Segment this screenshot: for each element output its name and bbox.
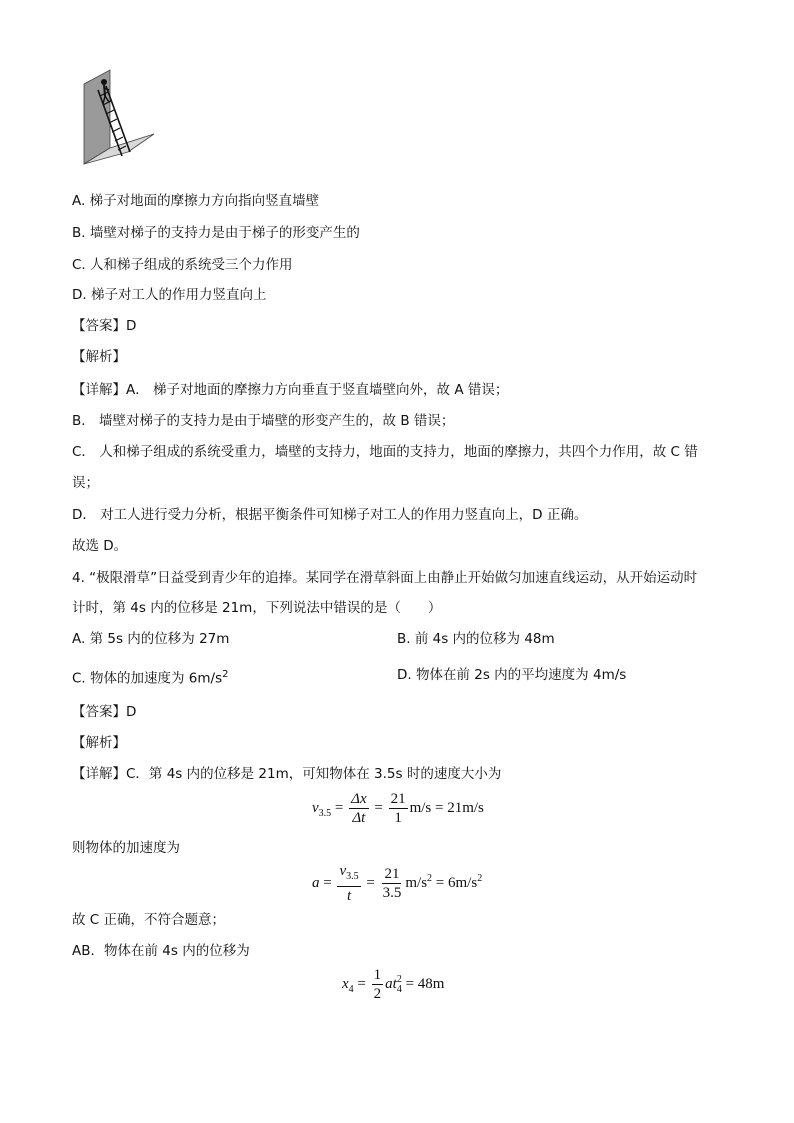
q3-detail-line: C． 人和梯子组成的系统受重力，墙壁的支持力，地面的支持力，地面的摩擦力，共四个力作用，故 C 错 [72, 444, 698, 460]
q4-option-c [72, 666, 229, 688]
eq2-rhs: = 6m/s [432, 874, 478, 891]
equation-velocity: $v_{3.5}$ = $\frac{\Delta x}{\Delta t}$ = $\frac{21}{1}$ m/s = 21m/s [312, 791, 484, 826]
q4-ab-intro: AB．物体在前 4s 内的位移为 [72, 943, 250, 959]
q4-option-a: A. 第 5s 内的位移为 27m [72, 631, 230, 647]
q3-option-c: C. 人和梯子组成的系统受三个力作用 [72, 257, 293, 273]
eq3-t-sub: 4 [396, 983, 402, 995]
eq3-t-sup: 2 [396, 973, 402, 985]
q4-detail-c: 【详解】C．第 4s 内的位移是 21m，可知物体在 3.5s 时的速度大小为 [72, 766, 502, 782]
q4-stem-line2: 计时，第 4s 内的位移是 21m，下列说法中错误的是（ ） [72, 600, 442, 616]
eq1-rhs: m/s = 21m/s [409, 799, 484, 816]
q3-analysis-title: 【解析】 [72, 349, 126, 365]
eq1-frac1 [349, 790, 368, 827]
eq2-frac1-den: t [346, 888, 352, 904]
eq2-frac2 [381, 865, 404, 902]
eq1-frac2-den: 1 [394, 810, 402, 826]
ladder-wall-figure [78, 68, 158, 168]
eq2-frac1-num-v: v [339, 863, 347, 879]
q3-detail-line: D． 对工人进行受力分析，根据平衡条件可知梯子对工人的作用力竖直向上，D 正确。 [72, 507, 588, 523]
q4-option-d: D. 物体在前 2s 内的平均速度为 4m/s [397, 667, 627, 683]
q4-accel-intro: 则物体的加速度为 [72, 840, 180, 856]
q3-detail-line: 故选 D。 [72, 538, 128, 554]
q4-option-c-text: C. 物体的加速度为 6m/s [72, 670, 223, 687]
equation-acceleration: a = $\frac{v_{3.5}}{t}$ = $\frac{21}{3.5}$ $m/s^2 = 6m/s^2$ [312, 863, 483, 904]
q4-conclusion-c: 故 C 正确，不符合题意； [72, 912, 226, 928]
q4-analysis-title: 【解析】 [72, 735, 126, 751]
q4-answer: 【答案】D [72, 704, 137, 720]
eq2-lhs: a [312, 874, 320, 891]
eq1-lhs-sub: 3.5 [318, 807, 332, 819]
eq2-frac1 [337, 862, 360, 905]
eq1-lhs: v [312, 799, 319, 816]
q3-detail-line: 误； [72, 475, 99, 491]
eq3-rhs: = 48m [401, 975, 445, 992]
q3-option-d: D. 梯子对工人的作用力竖直向上 [72, 287, 267, 303]
eq3-lhs: x [342, 975, 349, 992]
q4-option-b: B. 前 4s 内的位移为 48m [397, 631, 555, 647]
q3-detail-line: 【详解】A． 梯子对地面的摩擦力方向垂直于竖直墙壁向外，故 A 错误； [72, 382, 509, 398]
eq3-lhs-sub: 4 [348, 983, 354, 995]
eq3-frac [372, 966, 384, 1003]
q4-stem-line1: 4. “极限滑草”日益受到青少年的追捧。某同学在滑草斜面上由静止开始做匀加速直线运动，从开始运动时 [72, 570, 698, 586]
eq3-frac-den: 2 [373, 986, 382, 1002]
eq2-frac1-num [337, 862, 360, 887]
q3-option-a: A. 梯子对地面的摩擦力方向指向竖直墙壁 [72, 193, 320, 209]
eq2-frac2-num: 21 [384, 866, 400, 882]
eq1-frac1-num: Δx [351, 791, 367, 807]
eq2-sup2: 2 [477, 872, 483, 884]
q3-detail-line: B． 墙壁对梯子的支持力是由于墙壁的形变产生的，故 B 错误； [72, 413, 455, 429]
q4-option-c-sup: 2 [222, 669, 229, 680]
eq1-frac1-den: Δt [352, 810, 366, 826]
eq2-sup1: 2 [427, 872, 433, 884]
q3-answer: 【答案】D [72, 318, 137, 334]
eq2-unit1: m/s [405, 874, 428, 891]
eq2-frac1-num-sub: 3.5 [346, 871, 359, 882]
eq3-at: at [385, 975, 397, 992]
eq1-frac2 [389, 790, 408, 827]
q3-option-b: B. 墙壁对梯子的支持力是由于梯子的形变产生的 [72, 225, 360, 241]
eq1-frac2-num: 21 [390, 791, 406, 807]
eq2-frac2-den: 3.5 [382, 885, 402, 901]
eq3-frac-num: 1 [373, 967, 382, 983]
equation-displacement: $x_4$ = $\frac{1}{2}$ at 2 4 = 48m [342, 967, 445, 1002]
